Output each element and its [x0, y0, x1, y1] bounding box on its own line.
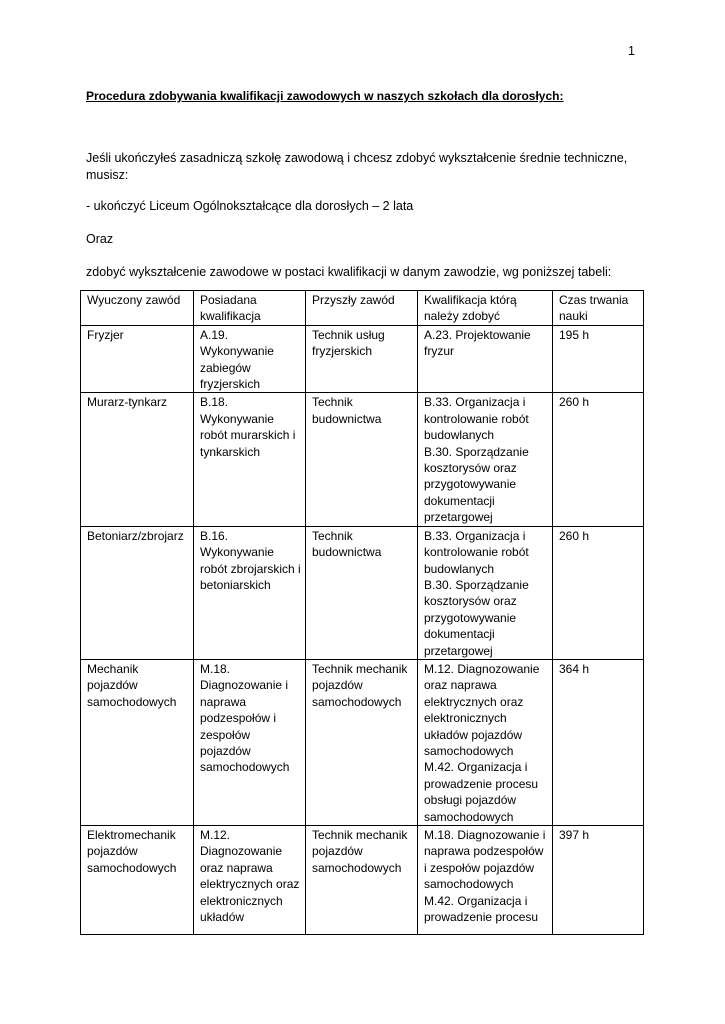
cell-text: Technik mechanik pojazdów samochodowych	[312, 661, 408, 709]
cell-qualification-to-obtain	[418, 526, 553, 659]
cell-text: 397 h	[559, 828, 590, 842]
cell-text: A.23. Projektowanie fryzur	[424, 327, 531, 359]
header-qualification-to-obtain: Kwalifikacja którą należy zdobyć	[418, 291, 553, 326]
cell-held-qualification	[194, 826, 306, 935]
table-intro-paragraph: zdobyć wykształcenie zawodowe w postaci kwalifikacji w danym zawodzie, wg poniższej tabeli:	[86, 265, 612, 279]
cell-text: 260 h	[559, 395, 590, 410]
cell-text: B.18. Wykonywanie robót murarskich i tynkarskich	[200, 395, 296, 459]
table-row	[81, 325, 644, 393]
table-header-row	[81, 291, 644, 326]
cell-text: Mechanik pojazdów samochodowych	[87, 661, 177, 709]
cell-held-qualification	[194, 325, 306, 393]
cell-learned-profession	[81, 526, 194, 659]
cell-text: 364 h	[559, 661, 590, 676]
connector-paragraph: Oraz	[86, 232, 114, 246]
cell-learned-profession	[81, 325, 194, 393]
cell-qualification-to-obtain	[418, 325, 553, 393]
cell-held-qualification	[194, 659, 306, 825]
cell-qualification-to-obtain	[418, 826, 553, 935]
cell-future-profession	[306, 826, 418, 935]
qualifications-table	[80, 290, 644, 935]
header-held-qualification: Posiadana kwalifikacja	[194, 291, 306, 326]
cell-future-profession	[306, 526, 418, 659]
header-duration: Czas trwania nauki	[553, 291, 644, 326]
cell-text: M.12. Diagnozowanie oraz naprawa elektrycznych oraz elektronicznych układów	[200, 828, 300, 925]
header-future-profession: Przyszły zawód	[306, 291, 418, 326]
table-row	[81, 659, 644, 825]
cell-text: Technik budownictwa	[312, 395, 382, 426]
cell-duration	[553, 826, 644, 935]
cell-future-profession	[306, 325, 418, 393]
cell-text: Elektromechanik pojazdów samochodowych	[87, 828, 177, 875]
cell-text: A.19. Wykonywanie zabiegów fryzjerskich	[200, 327, 274, 392]
cell-duration	[553, 659, 644, 825]
cell-learned-profession	[81, 659, 194, 825]
cell-text: Technik budownictwa	[312, 528, 382, 560]
cell-text: Murarz-tynkarz	[87, 395, 168, 410]
cell-text: Betoniarz/zbrojarz	[87, 528, 184, 543]
cell-duration	[553, 526, 644, 659]
cell-text: M.18. Diagnozowanie i naprawa podzespołów i zespołów pojazdów samochodowych M.42. Organizacja i prowadzenie procesu	[424, 828, 546, 925]
cell-held-qualification	[194, 526, 306, 659]
cell-text: 260 h	[559, 528, 590, 543]
cell-text: B.16. Wykonywanie robót zbrojarskich i betoniarskich	[200, 528, 301, 592]
table-row	[81, 826, 644, 935]
cell-text: B.33. Organizacja i kontrolowanie robót budowlanych B.30. Sporządzanie kosztorysów oraz przygotowywanie dokumentacji przetargowej	[424, 395, 529, 525]
table-row	[81, 393, 644, 526]
cell-future-profession	[306, 659, 418, 825]
cell-future-profession	[306, 393, 418, 526]
table-row	[81, 526, 644, 659]
cell-text: Technik usług fryzjerskich	[312, 327, 385, 359]
cell-text: B.33. Organizacja i kontrolowanie robót budowlanych B.30. Sporządzanie kosztorysów oraz przygotowywanie dokumentacji przetargowej	[424, 528, 529, 658]
cell-duration	[553, 325, 644, 393]
header-learned-profession: Wyuczony zawód	[81, 291, 194, 326]
document-title: Procedura zdobywania kwalifikacji zawodowych w naszych szkołach dla dorosłych:	[86, 89, 564, 103]
cell-text: Technik mechanik pojazdów samochodowych	[312, 828, 408, 875]
cell-text: Fryzjer	[87, 327, 124, 342]
cell-qualification-to-obtain	[418, 659, 553, 825]
cell-learned-profession	[81, 826, 194, 935]
cell-text: M.18. Diagnozowanie i naprawa podzespołów i zespołów pojazdów samochodowych	[200, 661, 290, 775]
page-number: 1	[628, 44, 635, 58]
cell-text: 195 h	[559, 327, 590, 342]
cell-duration	[553, 393, 644, 526]
cell-held-qualification	[194, 393, 306, 526]
cell-qualification-to-obtain	[418, 393, 553, 526]
intro-paragraph: Jeśli ukończyłeś zasadniczą szkołę zawodową i chcesz zdobyć wykształcenie średnie techniczne, musisz:	[86, 151, 628, 182]
cell-learned-profession	[81, 393, 194, 526]
cell-text: M.12. Diagnozowanie oraz naprawa elektrycznych oraz elektronicznych układów pojazdów samochodowych M.42. Organizacja i prowadzenie procesu obsługi pojazdów samochodowych	[424, 661, 540, 824]
requirement-paragraph: - ukończyć Liceum Ogólnokształcące dla dorosłych – 2 lata	[86, 199, 414, 213]
